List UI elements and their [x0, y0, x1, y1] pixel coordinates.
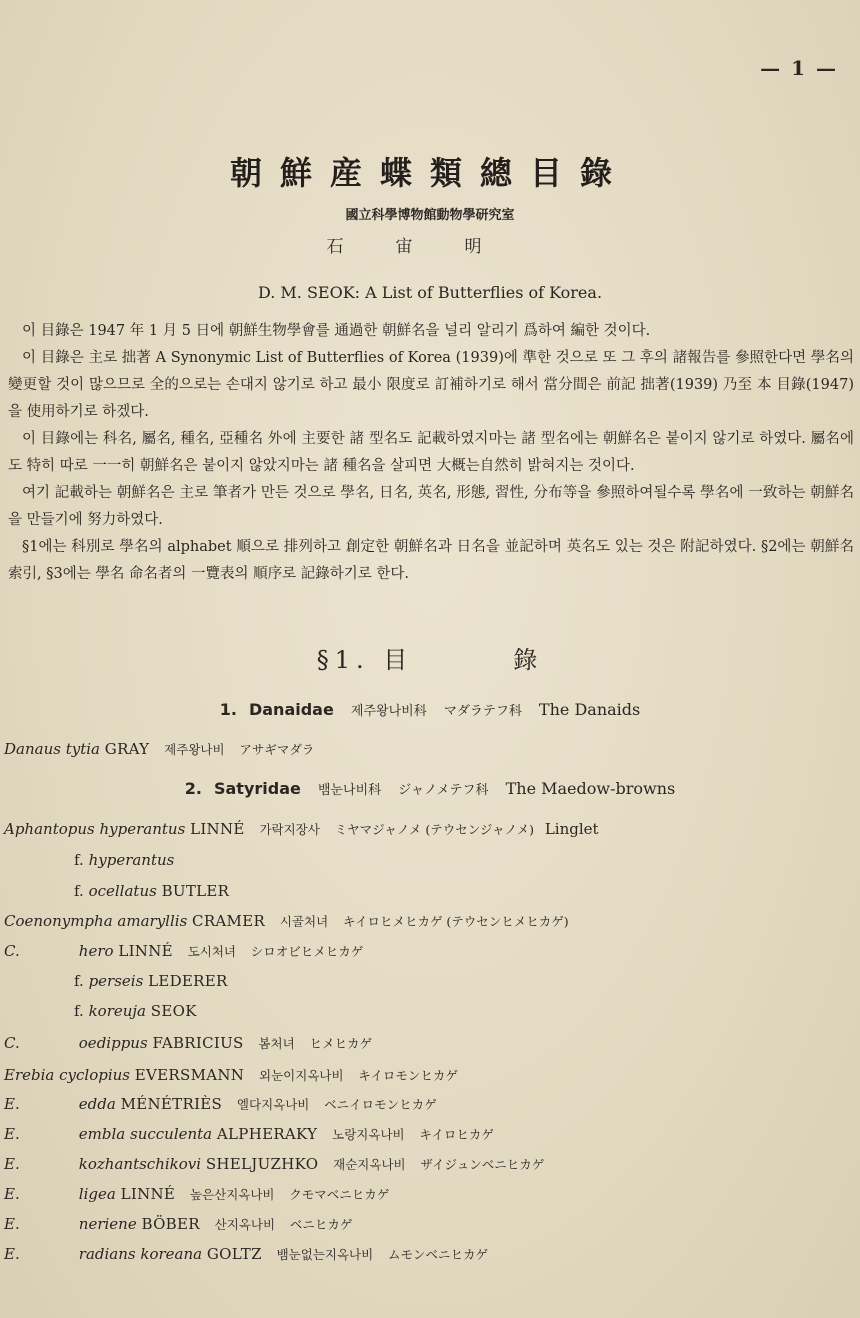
korean-name: 노랑지옥나비	[332, 1127, 405, 1142]
family-heading	[0, 779, 860, 798]
species-name: hyperantus	[99, 820, 186, 838]
species-author: ALPHERAKY	[216, 1125, 318, 1143]
korean-name: 외눈이지옥나비	[259, 1068, 344, 1083]
english-name: Linglet	[544, 820, 599, 838]
section-title-right: 錄	[513, 646, 544, 674]
form-abbr: f.	[74, 972, 84, 990]
species-entry	[4, 1185, 389, 1203]
section-heading	[0, 640, 860, 675]
family-number: 2.	[184, 779, 202, 798]
species-name: amaryllis	[117, 912, 188, 930]
species-name: hyperantus	[88, 851, 175, 869]
korean-name: 봄처녀	[258, 1036, 295, 1051]
genus-abbr: E.	[4, 1095, 20, 1113]
japanese-name: キイロヒカゲ	[419, 1127, 494, 1142]
species-name: kozhantschikovi	[78, 1155, 202, 1173]
english-subtitle: D. M. SEOK: A List of Butterflies of Korea.	[257, 283, 603, 302]
family-english-name: The Maedow-browns	[505, 779, 676, 798]
species-author: LINNÉ	[120, 1185, 176, 1203]
form-abbr: f.	[74, 851, 84, 869]
family-number: 1.	[219, 700, 237, 719]
japanese-name: ヒメヒカゲ	[309, 1036, 372, 1051]
section-number: §1.	[316, 646, 370, 674]
japanese-name: アサギマダラ	[239, 742, 315, 757]
species-author: LINNÉ	[118, 942, 173, 960]
genus-abbr: E.	[4, 1185, 20, 1203]
family-japanese-name: マダラテフ科	[443, 704, 522, 719]
genus-abbr: C.	[4, 942, 20, 960]
intro-paragraph: §1에는 科別로 學名의 alphabet 順으로 排列하고 創定한 朝鮮名과 日名을 並記하며 英名도 있는 것은 附記하였다. §2에는 朝鮮名 索引, §3에는 學名 命名者의 一覽表의 順序로 記錄하기로 한다.	[8, 539, 854, 582]
genus-abbr: E.	[4, 1215, 20, 1233]
intro-paragraph: 이 目錄에는 科名, 屬名, 種名, 亞種名 外에 主要한 諸 型名도 記載하였지마는 諸 型名에는 朝鮮名은 붙이지 않기로 하였다. 屬名에도 特히 따로 一一히 朝鮮名은 붙이지 않았지마는 諸 種名을 살피면 大概는自然히 밝혀지는 것이다.	[8, 431, 854, 474]
korean-name: 제주왕나비	[164, 742, 225, 757]
species-author: GRAY	[104, 740, 150, 758]
species-name: embla succulenta	[78, 1125, 213, 1143]
genus-name: Aphantopus	[4, 820, 95, 838]
genus-name: Coenonympha	[4, 912, 113, 930]
form-abbr: f.	[74, 1002, 84, 1020]
species-entry	[4, 1245, 488, 1263]
japanese-name: シロオビヒメヒカゲ	[250, 944, 364, 959]
form-entry	[74, 882, 229, 900]
species-entry	[4, 1066, 458, 1084]
species-entry	[4, 820, 599, 838]
species-name: koreuja	[88, 1002, 146, 1020]
korean-name: 재순지옥나비	[333, 1157, 406, 1172]
species-entry	[4, 1155, 544, 1173]
intro-paragraph: 이 目錄은 主로 拙著 A Synonymic List of Butterflies of Korea (1939)에 準한 것으로 또 그 후의 諸報告를 參照한다면 學名의 變更할 것이 많으므로 全的으로는 손대지 않기로 하고 最小 限度로 訂補하기로 해서 當分間은 前記 拙著(1939) 乃至 本 目錄(1947)을 使用하기로 하겠다.	[8, 350, 854, 420]
species-author: SHELJUZHKO	[205, 1155, 319, 1173]
page-number: — 1 —	[760, 56, 838, 80]
genus-abbr: E.	[4, 1245, 20, 1263]
species-entry	[4, 1215, 352, 1233]
species-name: edda	[78, 1095, 116, 1113]
intro-paragraph: 여기 記載하는 朝鮮名은 主로 筆者가 만든 것으로 學名, 日名, 英名, 形態, 習性, 分布等을 參照하여될수록 學名에 一致하는 朝鮮名을 만들기에 努力하였다.	[8, 485, 854, 528]
species-entry	[4, 942, 363, 960]
section-title-left: 目	[383, 646, 414, 674]
japanese-name: ザイジュンベニヒカゲ	[420, 1157, 545, 1172]
species-author: GOLTZ	[206, 1245, 262, 1263]
species-entry	[4, 1125, 494, 1143]
japanese-name: ミヤマジャノメ (テウセンジャノメ)	[334, 822, 535, 837]
species-name: ocellatus	[88, 882, 157, 900]
korean-name: 높은산지옥나비	[189, 1187, 275, 1202]
japanese-name: ムモンベニヒカゲ	[387, 1247, 488, 1262]
family-heading	[0, 700, 860, 719]
species-author: LEDERER	[148, 972, 228, 990]
genus-abbr: E.	[4, 1125, 20, 1143]
genus-abbr: C.	[4, 1034, 20, 1052]
family-latin-name: Satyridae	[213, 779, 301, 798]
species-name: neriene	[78, 1215, 137, 1233]
species-author: MÉNÉTRIÈS	[120, 1095, 223, 1113]
family-japanese-name: ジャノメテフ科	[398, 783, 489, 798]
genus-abbr: E.	[4, 1155, 20, 1173]
form-abbr: f.	[74, 882, 84, 900]
species-name: hero	[78, 942, 114, 960]
species-entry	[4, 1095, 437, 1113]
species-name: perseis	[88, 972, 144, 990]
species-author: BUTLER	[161, 882, 230, 900]
species-author: LINNÉ	[190, 820, 245, 838]
intro-paragraph: 이 目錄은 1947 年 1 月 5 日에 朝鮮生物學會를 通過한 朝鮮名을 널리 알리기 爲하여 編한 것이다.	[22, 323, 651, 339]
species-name: tytia	[65, 740, 100, 758]
japanese-name: ベニヒカゲ	[289, 1217, 353, 1232]
species-name: ligea	[78, 1185, 116, 1203]
page-title: 朝鮮産蝶類總目錄	[229, 154, 630, 192]
species-author: FABRICIUS	[152, 1034, 244, 1052]
species-entry	[4, 912, 569, 930]
species-author: EVERSMANN	[134, 1066, 245, 1084]
species-author: BÖBER	[141, 1215, 200, 1233]
form-entry	[74, 972, 228, 990]
genus-name: Erebia	[4, 1066, 55, 1084]
korean-name: 도시처녀	[187, 944, 236, 959]
form-entry	[74, 851, 174, 869]
japanese-name: キイロヒメヒカゲ (テウセンヒメヒカゲ)	[342, 914, 569, 929]
species-author: CRAMER	[192, 912, 266, 930]
form-entry	[74, 1002, 197, 1020]
species-entry	[4, 740, 314, 758]
species-author: SEOK	[150, 1002, 197, 1020]
korean-name: 산지옥나비	[214, 1217, 276, 1232]
species-entry	[4, 1034, 372, 1052]
introduction	[8, 318, 854, 588]
institute-name: 國立科學博物館動物學研究室	[345, 208, 515, 223]
species-name: radians koreana	[78, 1245, 203, 1263]
species-name: oedippus	[78, 1034, 148, 1052]
korean-name: 가락지장사	[259, 822, 320, 837]
japanese-name: キイロモンヒカゲ	[358, 1068, 458, 1083]
japanese-name: クモマベニヒカゲ	[289, 1187, 390, 1202]
genus-name: Danaus	[4, 740, 61, 758]
family-korean-name: 뱀눈나비科	[317, 783, 382, 798]
korean-name: 뱀눈없는지옥나비	[276, 1247, 374, 1262]
family-latin-name: Danaidae	[248, 700, 334, 719]
korean-name: 시골처녀	[279, 914, 329, 929]
species-name: cyclopius	[59, 1066, 130, 1084]
family-korean-name: 제주왕나비科	[350, 704, 427, 719]
family-english-name: The Danaids	[538, 700, 641, 719]
japanese-name: ベニイロモンヒカゲ	[324, 1097, 437, 1112]
author-name: 石宙明	[326, 237, 534, 257]
korean-name: 엘다지옥나비	[236, 1097, 310, 1112]
